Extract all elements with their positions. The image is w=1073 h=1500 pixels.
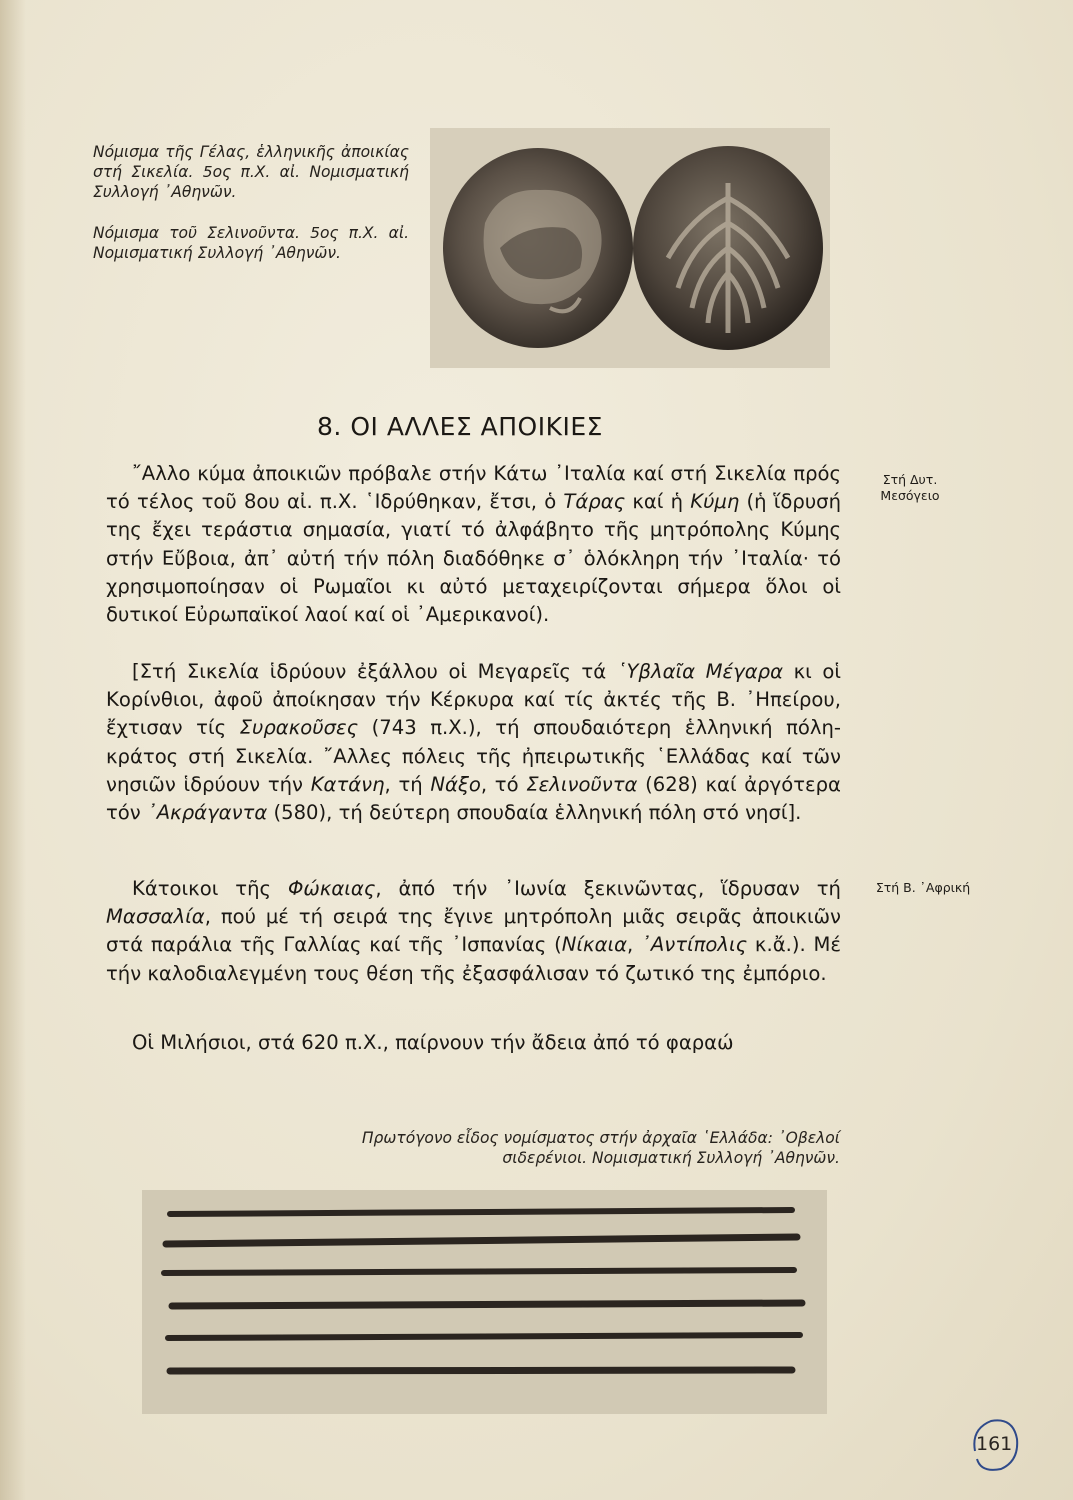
text-run: , τή: [384, 772, 431, 796]
paragraph-text: [106, 658, 841, 827]
iron-rod: [164, 1270, 794, 1273]
text-run: (743 π.Χ.), τή σπουδαιότερη ἑλληνική πόλη-κράτος στή Σικελία. ῎Αλλες πόλεις τῆς ἠπειρωτικῆς ῾Ελλάδας καί τῶν νησιῶν ἱδρύουν τήν: [106, 716, 842, 796]
iron-rod: [170, 1210, 792, 1214]
paragraph-text: [106, 460, 841, 629]
place-name: Κατάνη: [310, 772, 385, 796]
caption-iron-rods: Πρωτόγονο εἶδος νομίσματος στήν ἀρχαῖα ῾Ελλάδα: ᾿Οβελοί σιδερένιοι. Νομισματική Συλλογή ᾿Αθηνῶν.: [361, 1129, 840, 1167]
section-heading: 8. ΟΙ ΑΛΛΕΣ ΑΠΟΙΚΙΕΣ: [317, 412, 603, 441]
paragraph-italy-sicily: [106, 460, 841, 629]
caption-coin-gela: Νόμισμα τῆς Γέλας, ἑλληνικῆς ἀποικίας στή Σικελία. 5ος π.Χ. αἰ. Νομισματική Συλλογή ᾿Αθηνῶν.: [93, 143, 409, 201]
place-name: Συρακοῦσες: [239, 716, 359, 740]
iron-rod: [170, 1370, 792, 1371]
text-run: , πού μέ τή σειρά της ἔγινε μητρόπολη μιᾶς σειρᾶς ἀποικιῶν στά παράλια τῆς Γαλλίας καί τῆς ᾿Ισπανίας (: [106, 905, 841, 957]
iron-rod: [168, 1335, 800, 1338]
iron-rod: [172, 1303, 802, 1306]
coin-gela: [443, 148, 633, 348]
text-run: (580), τή δεύτερη σπουδαία ἑλληνική πόλη στό νησί].: [267, 801, 802, 825]
text-run: Κάτοικοι τῆς: [132, 877, 288, 900]
place-name: Κύμη: [690, 490, 740, 514]
paragraph-miletus: [106, 1029, 841, 1057]
paragraph-phocaea: [106, 875, 841, 988]
place-name: ᾿Αντίπολις: [641, 933, 748, 957]
text-run: [Στή Σικελία ἱδρύουν ἐξάλλου οἱ Μεγαρεῖς τά: [132, 660, 617, 683]
text-run: (628) καί ἀργότερα τόν: [106, 772, 841, 825]
iron-rods-photo: [142, 1190, 827, 1414]
text-run: καί ἡ: [625, 490, 691, 514]
margin-note-north-africa: Στή Β. ᾿Αφρική: [875, 880, 971, 895]
paragraph-sicily-colonies: [106, 658, 841, 827]
text-run: κι οἱ Κορίνθιοι, ἀφοῦ ἀποίκησαν τήν Κέρκυρα καί τίς ἀκτές τῆς Β. ᾿Ηπείρου, ἔχτισαν τίς: [106, 660, 841, 740]
coin-selinous: [633, 146, 823, 350]
paragraph-text: [106, 875, 841, 988]
place-name: ᾿Ακράγαντα: [146, 801, 268, 825]
caption-coin-selinous: Νόμισμα τοῦ Σελινοῦντα. 5ος π.Χ. αἰ. Νομισματική Συλλογή ᾿Αθηνῶν.: [93, 224, 409, 262]
paragraph-text: Οἱ Μιλήσιοι, στά 620 π.Χ., παίρνουν τήν ἄδεια ἀπό τό φαραώ: [132, 1031, 734, 1054]
coins-photo: [430, 128, 830, 368]
place-name: Σελινοῦντα: [526, 772, 638, 796]
page-number: [967, 1415, 1021, 1473]
place-name: Νίκαια: [561, 933, 628, 957]
place-name: Νάξο: [430, 772, 481, 796]
text-run: (ἡ ἵδρυσή της ἔχει τεράστια σημασία, γιατί τό ἀλφάβητο τῆς μητρόπολης Κύμης στήν Εὔβοια, ἀπ᾿ αὐτή τήν πόλη διαδόθηκε σ᾿ ὁλόκληρη τήν ᾿Ιταλία· τό χρησιμοποίησαν οἱ Ρωμαῖοι κι αὐτό μεταχειρίζονται σήμερα ὅλοι οἱ δυτικοί Εὐρωπαϊκοί λαοί καί οἱ ᾿Αμερικανοί).: [106, 490, 841, 627]
text-run: , τό: [480, 772, 527, 796]
margin-note-west-med: Στή Δυτ. Μεσόγειο: [880, 472, 940, 503]
text-run: , ἀπό τήν ᾿Ιωνία ξεκινῶντας, ἵδρυσαν τή: [375, 877, 841, 900]
place-name: Τάρας: [563, 490, 626, 514]
place-name: Φώκαιας: [287, 877, 376, 900]
place-name: ῾Υβλαῖα Μέγαρα: [616, 660, 784, 683]
page-number-text: 161: [976, 1433, 1013, 1455]
text-run: ,: [627, 933, 642, 957]
text-run: κ.ἄ.). Μέ τήν καλοδιαλεγμένη τους θέση τῆς ἐξασφάλισαν τό ζωτικό της ἐμπόριο.: [106, 933, 841, 985]
text-run: ῎Αλλο κύμα ἀποικιῶν πρόβαλε στήν Κάτω ᾿Ιταλία καί στή Σικελία πρός τό τέλος τοῦ 8ου αἰ. π.Χ. ῾Ιδρύθηκαν, ἔτσι, ὁ: [106, 462, 841, 514]
place-name: Μασσαλία: [106, 905, 205, 929]
binding-shadow: [0, 0, 26, 1500]
